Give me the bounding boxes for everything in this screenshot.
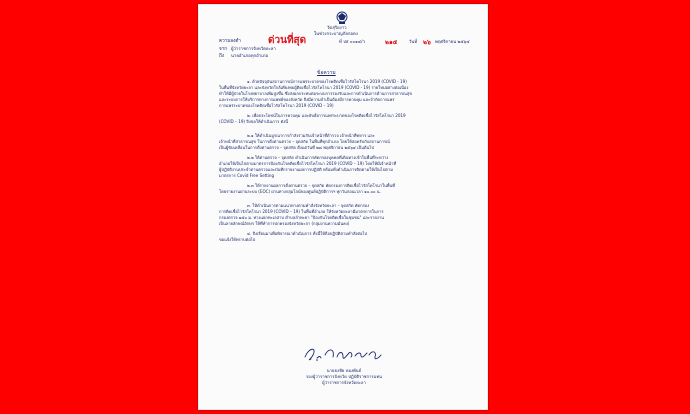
paragraph-3: [219, 133, 471, 151]
to-label: ถึง: [219, 54, 225, 59]
paragraph-line: ๔. จึงเรียนมาเพื่อพิจารณาดำเนินการ ทั้งนี้ให้ถือปฏิบัติตามคำสั่งต่อไป: [247, 231, 368, 236]
paragraph-line: และระบบการให้บริการทางการแพทย์ของจังหวัด จึงมีความจำเป็นต้องมีการควบคุม และจำกัดการแพร่: [219, 96, 395, 102]
paragraph-line: โดยรายงานผ่านระบบ (EOC) ผ่านทางกลุ่มไลน์ของศูนย์ปฏิบัติการฯ ทุกวันก่อนเวลา ๑๐.๐๐ น.: [219, 188, 381, 194]
paragraph-line: เป็นผู้ขับเคลื่อนในการตั้งด่านตรวจ – จุดสกัด ตั้งแต่วันที่ ๒๘ พฤศจิกายน ๒๕๖๔ เป็นต้นไป: [219, 144, 374, 150]
doc-number-value: ๒๑๕: [385, 39, 398, 46]
paragraph-line: การแพร่ระบาดของโรคติดเชื้อไวรัสโคโรนา 2019 (COVID – 19): [219, 102, 334, 108]
paragraph-line: (COVID – 19) จึงขอให้ดำเนินการ ดังนี้: [219, 118, 288, 124]
urgent-stamp: ด่วนที่สุด: [268, 35, 307, 46]
signer-title-1: รองผู้ว่าราชการจังหวัด ปฏิบัติราชการแทน: [306, 374, 382, 379]
paragraph-line: ในพื้นที่จังหวัดยะลา และจังหวัดใกล้เคียงพบผู้ติดเชื้อไวรัสโคโรนา 2019 (COVID - 19) รายใหม่อย่างต่อเนื่อง: [219, 84, 409, 90]
sub-office-name: ในช่วงกระบาญภัยกอดง: [314, 32, 358, 37]
date-day-value: ๒๖: [423, 39, 431, 46]
document-page: [198, 4, 488, 410]
paragraph-line: อำเภอให้เป็นไปตามมาตรการป้องกันโรคติดเชื้อไวรัสโคโรนา 2019 (COVID – 19) โดยให้มีเจ้าหน้าที่: [219, 160, 397, 166]
paragraph-line: เจ้าหน้าที่สาธารณสุข ในการตั้งด่านตรวจ – จุดสกัด ในพื้นที่ทุกอำเภอ โดยให้สอดรับกับสถานการณ์: [219, 138, 390, 144]
paragraph-line: ๒.๒ ให้ด่านตรวจ – จุดสกัด ดำเนินการคัดกรองบุคคลที่เดินทางเข้าในพื้นที่ระหว่าง: [247, 155, 389, 160]
signer-name: นายธงชัย ทองพันธ์: [326, 368, 362, 373]
paragraph-line: ผู้ปฏิบัติงานประจำด่านตรวจและบันทึกรายงานผลการปฏิบัติ พร้อมทั้งดำเนินการติดตามให้เป็นไปตาม: [219, 166, 393, 172]
paragraph-5: [219, 183, 471, 195]
doc-number-label: ที่ ปส ๐๐๑๔/ว: [339, 40, 365, 45]
paragraph-line: ๒.๑ ให้ดำเนินบูรณาการกำลังร่วมกับเจ้าหน้าที่ตำรวจ เจ้าหน้าที่ทหาร และ: [247, 133, 375, 138]
office-name: วัดสุริยงาว: [327, 26, 347, 31]
to-value: นายอำเภอทุกอำเภอ: [231, 54, 269, 59]
paragraph-line: ขอแจ้งให้ทราบต่อไป: [219, 236, 256, 242]
paragraph-line: ๑. ด้วยปัจจุบันสถานการณ์การแพร่ระบาดของโรคติดเชื้อไวรัสโคโรนา 2019 (COVID - 19): [247, 79, 407, 84]
paragraph-1: [219, 79, 471, 109]
garuda-emblem-icon: [334, 11, 350, 25]
paragraph-7: [219, 231, 471, 243]
ref-label: ความลงตำ: [219, 39, 241, 44]
paragraph-6: [219, 203, 471, 227]
paragraph-line: ๓. ให้ดำเนินการตามแนวทางตามคำสั่งจังหวัดยะลา – จุดสกัด คัดกรอง: [247, 203, 370, 208]
from-value: ผู้ว่าราชการจังหวัดยะลา: [231, 47, 276, 52]
paragraph-line: การติดเชื้อไวรัสโคโรนา 2019 (COVID – 19) ในพื้นที่อำเภอ ให้จังหวัดยะลามีมาตรการในการ: [219, 208, 384, 214]
paragraph-4: [219, 155, 471, 179]
paragraph-line: เป็นลายลักษณ์อักษร ให้ที่ทำการปกครองจังหวัดยะลา (กลุ่มงานความมั่นคง): [219, 220, 350, 226]
date-label: วันที่: [409, 40, 418, 45]
handwritten-signature: [299, 343, 389, 365]
paragraph-line: ๒. เพื่อประโยชน์ในการควบคุม และยับยั้งการแพร่ระบาดของโรคติดเชื้อไวรัสโคโรนา 2019: [247, 113, 406, 118]
signer-title-2: ผู้ว่าราชการจังหวัดยะลา: [322, 380, 366, 385]
paragraph-line: ทำให้มีผู้ป่วยในโรงพยาบาลเพิ่มสูงขึ้น ซึ่งส่งผลกระทบต่อระบบการรองรับและการดำเนินการด้านการสาธารณสุข: [219, 90, 413, 96]
paragraph-line: มาตรการ Covid Free Setting: [219, 172, 275, 178]
subject-heading: ข้อความ: [317, 70, 336, 76]
paragraph-2: [219, 113, 471, 125]
from-label: จาก: [219, 47, 228, 52]
paragraph-line: กรองตรวจ ๑๕๐ ม. ทางแยกทะเลสาบ ตำบลลำพะยา "ป้องกันโรคติดเชื้อในชุมชน" และรายงาน: [219, 214, 384, 220]
date-rest: พฤศจิกายน ๒๕๖๔: [435, 40, 470, 45]
paragraph-line: ๒.๓ ให้รายงานผลการตั้งด่านตรวจ – จุดสกัด คัดกรองการติดเชื้อไวรัสโคโรนาในพื้นที่: [247, 183, 395, 188]
